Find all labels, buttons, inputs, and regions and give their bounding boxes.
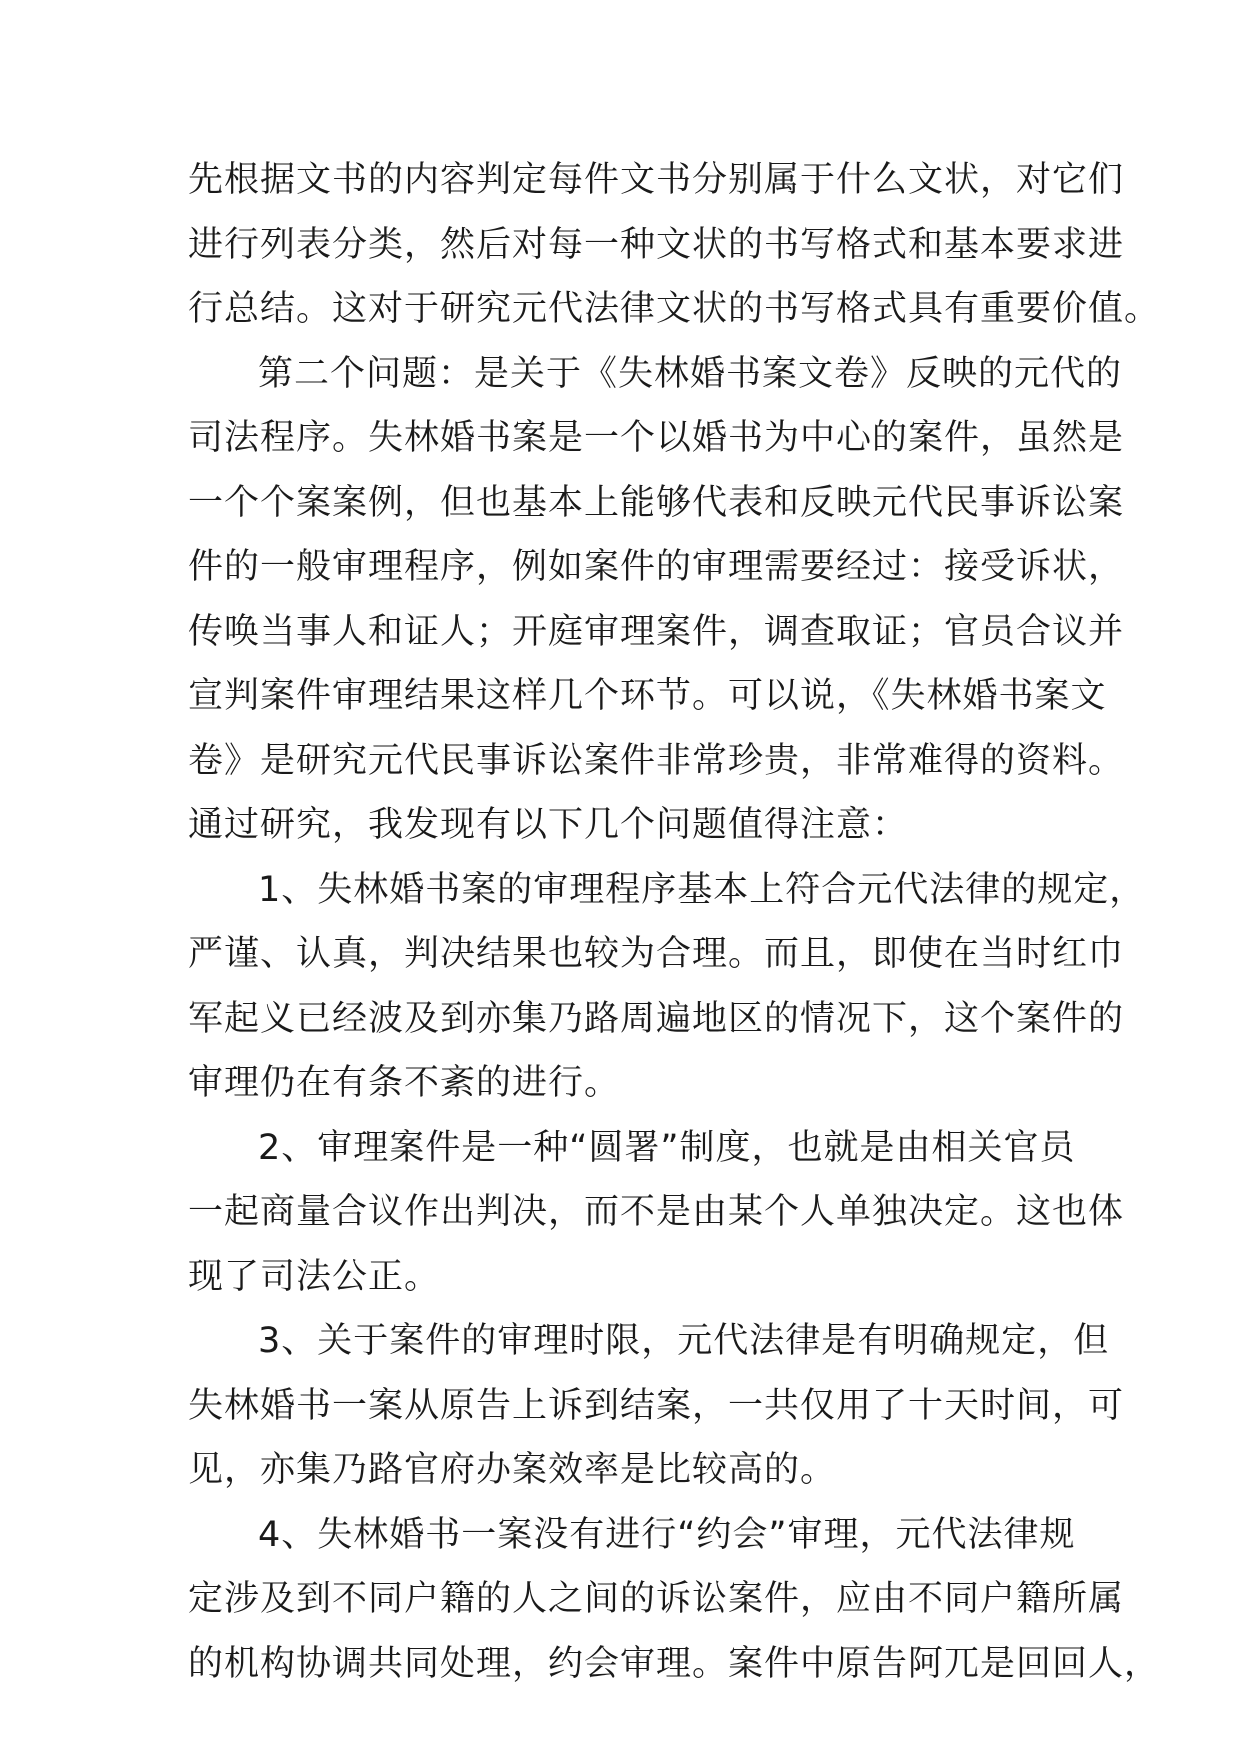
text-line: 现了司法公正。 — [188, 1256, 441, 1297]
document-body — [188, 148, 1161, 1696]
paragraph-start-line: 2、审理案件是一种“圆署”制度，也就是由相关官员 — [258, 1127, 1076, 1168]
text-line: 一起商量合议作出判决，而不是由某个人单独决定。这也体 — [188, 1192, 1125, 1232]
paragraph-start-line: 1、失林婚书案的审理程序基本上符合元代法律的规定， — [258, 869, 1146, 910]
text-line: 严谨、认真，判决结果也较为合理。而且，即使在当时红巾 — [188, 934, 1125, 974]
text-line: 失林婚书一案从原告上诉到结案，一共仅用了十天时间，可 — [188, 1385, 1125, 1426]
text-line: 宣判案件审理结果这样几个环节。可以说，《失林婚书案文 — [188, 676, 1107, 716]
text-line: 军起义已经波及到亦集乃路周遍地区的情况下，这个案件的 — [188, 998, 1125, 1039]
text-line: 审理仍在有条不紊的进行。 — [188, 1063, 621, 1103]
text-line: 一个个案案例，但也基本上能够代表和反映元代民事诉讼案 — [188, 482, 1125, 523]
text-line: 的机构协调共同处理，约会审理。案件中原告阿兀是回回人， — [188, 1643, 1161, 1684]
text-line: 行总结。这对于研究元代法律文状的书写格式具有重要价值。 — [188, 289, 1161, 329]
text-line: 见，亦集乃路官府办案效率是比较高的。 — [188, 1450, 837, 1490]
paragraph-start-line: 第二个问题：是关于《失林婚书案文卷》反映的元代的 — [258, 353, 1123, 394]
text-line: 通过研究，我发现有以下几个问题值得注意： — [188, 805, 909, 845]
text-line: 件的一般审理程序，例如案件的审理需要经过：接受诉状， — [188, 547, 1125, 587]
text-line: 先根据文书的内容判定每件文书分别属于什么文状，对它们 — [188, 160, 1125, 200]
text-line: 进行列表分类，然后对每一种文状的书写格式和基本要求进 — [188, 224, 1125, 265]
text-line: 传唤当事人和证人；开庭审理案件，调查取证；官员合议并 — [188, 611, 1125, 652]
paragraph-start-line: 3、关于案件的审理时限，元代法律是有明确规定，但 — [258, 1321, 1110, 1361]
text-line: 司法程序。失林婚书案是一个以婚书为中心的案件，虽然是 — [188, 418, 1125, 458]
text-line: 卷》是研究元代民事诉讼案件非常珍贵，非常难得的资料。 — [188, 740, 1125, 781]
text-line: 定涉及到不同户籍的人之间的诉讼案件，应由不同户籍所属 — [188, 1579, 1125, 1619]
paragraph-start-line: 4、失林婚书一案没有进行“约会”审理，元代法律规 — [258, 1514, 1076, 1555]
